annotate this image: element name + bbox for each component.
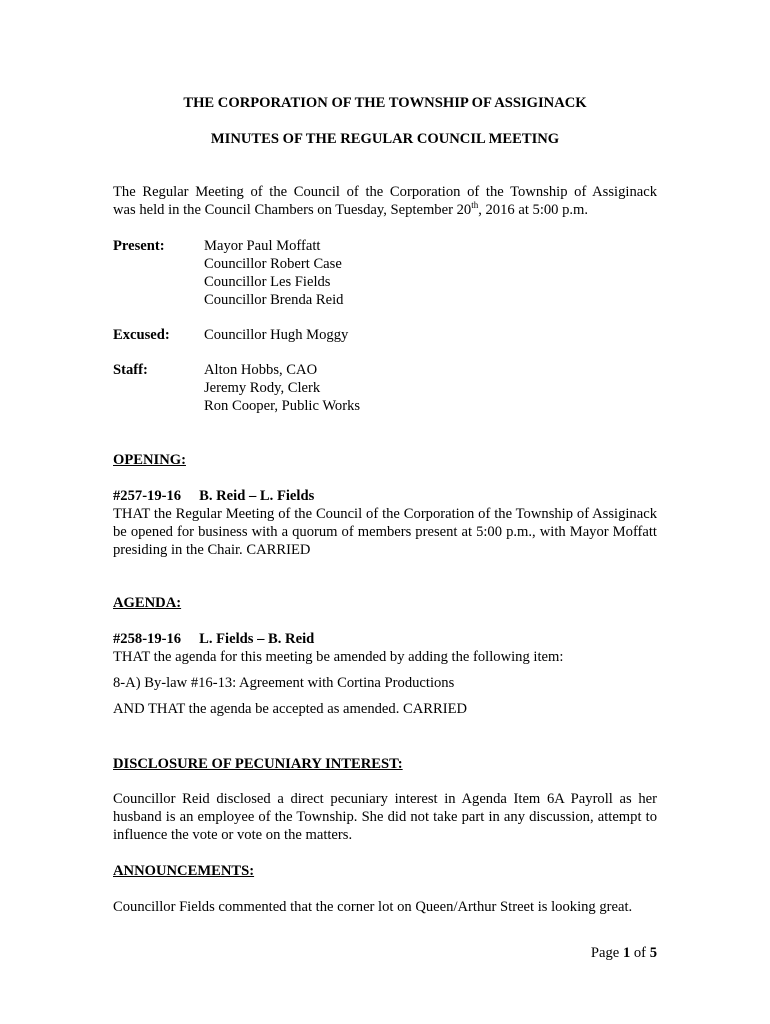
attendee-name: Councillor Les Fields bbox=[204, 274, 331, 290]
announcements-heading: ANNOUNCEMENTS: bbox=[113, 863, 255, 879]
attendee-name: Councillor Brenda Reid bbox=[204, 292, 344, 308]
excused-list bbox=[204, 326, 348, 344]
opening-motion-text: THAT the Regular Meeting of the Council of the Corporation of the Township of Assiginack be opened for business with a quorum of members present at 5:00 p.m., with Mayor Moffatt presiding in the Chair. CARRIED bbox=[113, 506, 657, 558]
page-of: of bbox=[630, 945, 650, 961]
intro-date-text: was held in the Council Chambers on Tuesday, September 20 bbox=[113, 202, 472, 218]
page-total: 5 bbox=[649, 945, 657, 961]
date-superscript: th bbox=[471, 200, 479, 210]
motion-number: #258-19-16 bbox=[113, 631, 182, 647]
excused-name: Councillor Hugh Moggy bbox=[204, 327, 349, 343]
present-list bbox=[204, 237, 343, 309]
present-label: Present: bbox=[113, 238, 165, 254]
document-title: MINUTES OF THE REGULAR COUNCIL MEETING bbox=[210, 131, 560, 147]
agenda-heading: AGENDA: bbox=[113, 595, 182, 611]
attendee-name: Councillor Robert Case bbox=[204, 256, 342, 272]
intro-time-text: , 2016 at 5:00 p.m. bbox=[478, 202, 589, 218]
page-number: 1 bbox=[622, 945, 631, 961]
motion-movers: B. Reid – L. Fields bbox=[199, 488, 315, 504]
intro-line-2 bbox=[113, 201, 657, 219]
announcements-text: Councillor Fields commented that the corner lot on Queen/Arthur Street is looking great. bbox=[113, 899, 633, 915]
opening-motion-line bbox=[113, 487, 314, 505]
intro-line-1: The Regular Meeting of the Council of the Corporation of the Township of Assiginack bbox=[113, 184, 657, 200]
agenda-closing-text: AND THAT the agenda be accepted as amended. CARRIED bbox=[113, 701, 468, 717]
intro-paragraph bbox=[113, 183, 657, 219]
page-prefix: Page bbox=[590, 945, 623, 961]
agenda-added-item: 8-A) By-law #16-13: Agreement with Cortina Productions bbox=[113, 675, 455, 691]
staff-label: Staff: bbox=[113, 362, 148, 378]
motion-movers: L. Fields – B. Reid bbox=[199, 631, 315, 647]
agenda-motion-text: THAT the agenda for this meeting be amended by adding the following item: bbox=[113, 649, 564, 665]
page-number-footer bbox=[591, 944, 657, 962]
excused-label: Excused: bbox=[113, 327, 170, 343]
staff-name: Jeremy Rody, Clerk bbox=[204, 380, 321, 396]
motion-number: #257-19-16 bbox=[113, 488, 182, 504]
disclosure-heading: DISCLOSURE OF PECUNIARY INTEREST: bbox=[113, 756, 403, 772]
staff-list bbox=[204, 361, 360, 415]
staff-name: Alton Hobbs, CAO bbox=[204, 362, 318, 378]
organization-title: THE CORPORATION OF THE TOWNSHIP OF ASSIGINACK bbox=[183, 95, 587, 111]
attendee-name: Mayor Paul Moffatt bbox=[204, 238, 321, 254]
disclosure-text: Councillor Reid disclosed a direct pecuniary interest in Agenda Item 6A Payroll as her husband is an employee of the Township. She did not take part in any discussion, attempt to influence the vote or vote on the matters. bbox=[113, 791, 657, 843]
staff-name: Ron Cooper, Public Works bbox=[204, 398, 361, 414]
agenda-motion-line bbox=[113, 630, 314, 648]
opening-heading: OPENING: bbox=[113, 452, 186, 468]
